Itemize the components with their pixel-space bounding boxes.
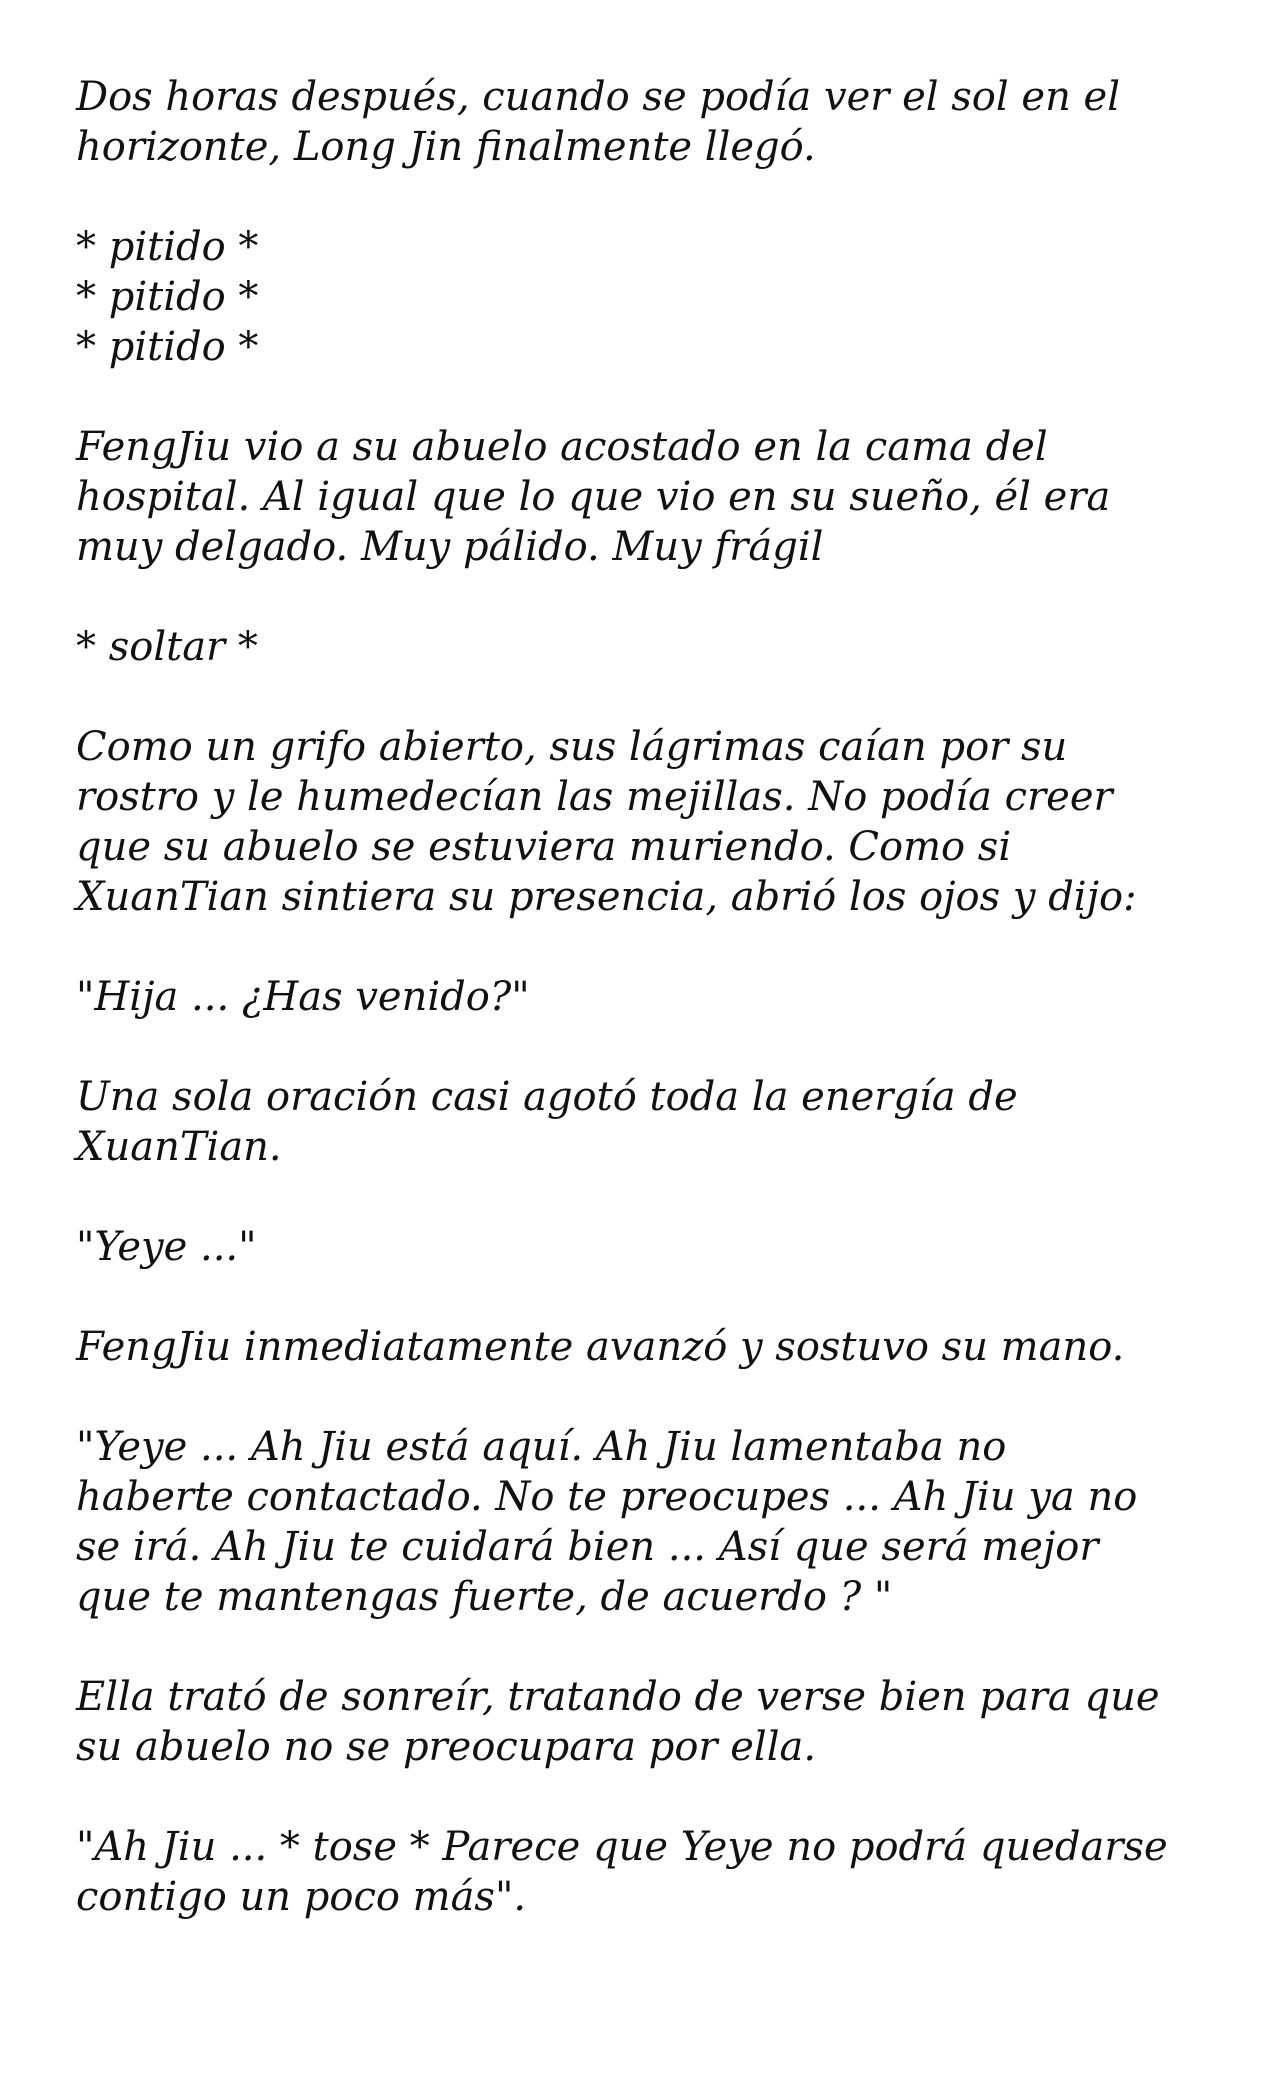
paragraph-energy	[76, 1072, 1236, 1172]
text-line: Como un grifo abierto, sus lágrimas caían por su	[76, 724, 1068, 770]
text-line: Ella trató de sonreír, tratando de verse bien para que	[76, 1674, 1160, 1720]
text-line: su abuelo no se preocupara por ella.	[76, 1724, 817, 1770]
text-line: rostro y le humedecían las mejillas. No podía creer	[76, 774, 1113, 820]
paragraph-dialogue-ah-jiu	[76, 1422, 1236, 1622]
text-line: que te mantengas fuerte, de acuerdo ? "	[76, 1574, 893, 1620]
text-line: FengJiu vio a su abuelo acostado en la cama del	[76, 424, 1048, 470]
text-line: "Yeye ... Ah Jiu está aquí. Ah Jiu lamentaba no	[76, 1424, 1007, 1470]
text-line: * soltar *	[76, 624, 258, 670]
text-line: * pitido *	[76, 274, 259, 320]
text-line: XuanTian.	[76, 1124, 282, 1170]
text-line: Una sola oración casi agotó toda la energía de	[76, 1074, 1018, 1120]
paragraph-dialogue-hija	[76, 972, 1236, 1022]
paragraph-arrival	[76, 72, 1236, 172]
text-line: "Ah Jiu ... * tose * Parece que Yeye no podrá quedarse	[76, 1824, 1168, 1870]
text-line: XuanTian sintiera su presencia, abrió los ojos y dijo:	[76, 874, 1137, 920]
text-line: hospital. Al igual que lo que vio en su sueño, él era	[76, 474, 1111, 520]
text-line: * pitido *	[76, 224, 259, 270]
paragraph-holds-hand	[76, 1322, 1236, 1372]
paragraph-beeping	[76, 222, 1236, 372]
text-line: haberte contactado. No te preocupes ... Ah Jiu ya no	[76, 1474, 1138, 1520]
text-line: * pitido *	[76, 324, 259, 370]
text-line: se irá. Ah Jiu te cuidará bien ... Así que será mejor	[76, 1524, 1099, 1570]
text-line: muy delgado. Muy pálido. Muy frágil	[76, 524, 824, 570]
paragraph-smile	[76, 1672, 1236, 1772]
text-line: "Yeye ..."	[76, 1224, 257, 1270]
text-line: horizonte, Long Jin finalmente llegó.	[76, 124, 816, 170]
paragraph-release	[76, 622, 1236, 672]
text-line: contigo un poco más".	[76, 1874, 527, 1920]
text-line: "Hija ... ¿Has venido?"	[76, 974, 530, 1020]
paragraph-dialogue-yeye	[76, 1222, 1236, 1272]
text-line: Dos horas después, cuando se podía ver el sol en el	[76, 74, 1121, 120]
document-page	[76, 72, 1236, 1972]
paragraph-dialogue-cough	[76, 1822, 1236, 1922]
paragraph-grandfather-bed	[76, 422, 1236, 572]
text-line: FengJiu inmediatamente avanzó y sostuvo su mano.	[76, 1324, 1125, 1370]
text-line: que su abuelo se estuviera muriendo. Como si	[76, 824, 1012, 870]
paragraph-tears	[76, 722, 1236, 922]
